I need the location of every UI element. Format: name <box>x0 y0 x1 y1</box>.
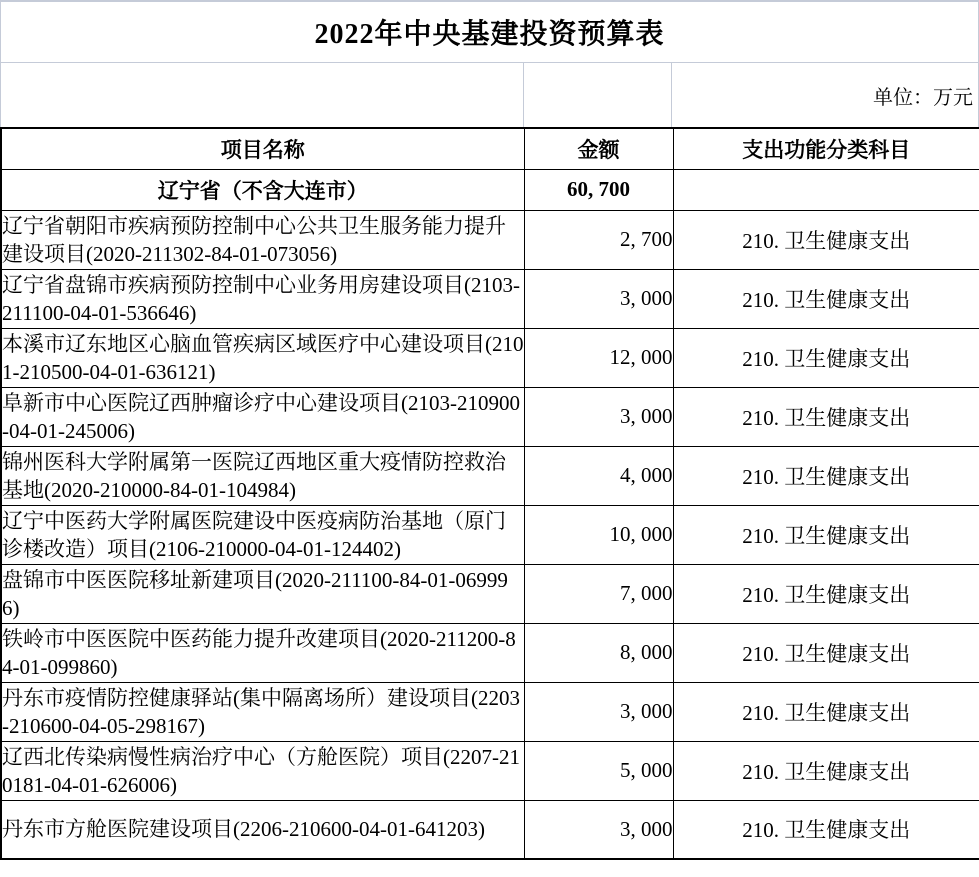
amount-cell: 2, 700 <box>524 210 673 269</box>
amount-cell: 3, 000 <box>524 387 673 446</box>
category-cell: 210. 卫生健康支出 <box>673 800 979 859</box>
amount-cell: 7, 000 <box>524 564 673 623</box>
project-name-cell: 阜新市中心医院辽西肿瘤诊疗中心建设项目(2103-210900-04-01-245006) <box>1 387 524 446</box>
amount-cell: 10, 000 <box>524 505 673 564</box>
amount-cell: 4, 000 <box>524 446 673 505</box>
table-row <box>1 682 979 741</box>
project-name-cell: 辽西北传染病慢性病治疗中心（方舱医院）项目(2207-210181-04-01-626006) <box>1 741 524 800</box>
summary-amount-cell: 60, 700 <box>524 169 673 210</box>
table-row <box>1 564 979 623</box>
col-header-amount: 金额 <box>524 128 673 169</box>
unit-row <box>1 63 978 127</box>
column-header-row <box>1 128 979 169</box>
amount-cell: 8, 000 <box>524 623 673 682</box>
project-name-cell: 丹东市方舱医院建设项目(2206-210600-04-01-641203) <box>1 800 524 859</box>
summary-category-cell <box>673 169 979 210</box>
unit-label: 单位：万元 <box>873 86 973 109</box>
amount-cell: 5, 000 <box>524 741 673 800</box>
project-name-cell: 盘锦市中医医院移址新建项目(2020-211100-84-01-069996) <box>1 564 524 623</box>
amount-cell: 3, 000 <box>524 682 673 741</box>
table-row <box>1 269 979 328</box>
project-name-cell: 铁岭市中医医院中医药能力提升改建项目(2020-211200-84-01-099860) <box>1 623 524 682</box>
project-name-cell: 锦州医科大学附属第一医院辽西地区重大疫情防控救治基地(2020-210000-84-01-104984) <box>1 446 524 505</box>
table-header-area <box>0 0 979 127</box>
table-row <box>1 741 979 800</box>
category-cell: 210. 卫生健康支出 <box>673 387 979 446</box>
category-cell: 210. 卫生健康支出 <box>673 741 979 800</box>
table-row <box>1 210 979 269</box>
summary-name-cell: 辽宁省（不含大连市） <box>1 169 524 210</box>
category-cell: 210. 卫生健康支出 <box>673 564 979 623</box>
table-row <box>1 623 979 682</box>
unit-row-empty-cell-2 <box>523 63 672 127</box>
unit-row-empty-cell-1 <box>1 63 523 127</box>
amount-cell: 3, 000 <box>524 800 673 859</box>
category-cell: 210. 卫生健康支出 <box>673 682 979 741</box>
category-cell: 210. 卫生健康支出 <box>673 623 979 682</box>
category-cell: 210. 卫生健康支出 <box>673 446 979 505</box>
amount-cell: 12, 000 <box>524 328 673 387</box>
project-name-cell: 本溪市辽东地区心脑血管疾病区域医疗中心建设项目(2101-210500-04-01-636121) <box>1 328 524 387</box>
table-row <box>1 505 979 564</box>
project-name-cell: 辽宁省朝阳市疾病预防控制中心公共卫生服务能力提升建设项目(2020-211302-84-01-073056) <box>1 210 524 269</box>
project-name-cell: 辽宁省盘锦市疾病预防控制中心业务用房建设项目(2103-211100-04-01-536646) <box>1 269 524 328</box>
project-name-cell: 辽宁中医药大学附属医院建设中医疫病防治基地（原门诊楼改造）项目(2106-210000-04-01-124402) <box>1 505 524 564</box>
category-cell: 210. 卫生健康支出 <box>673 328 979 387</box>
category-cell: 210. 卫生健康支出 <box>673 210 979 269</box>
col-header-project-name: 项目名称 <box>1 128 524 169</box>
col-header-expenditure-category: 支出功能分类科目 <box>673 128 979 169</box>
project-name-cell: 丹东市疫情防控健康驿站(集中隔离场所）建设项目(2203-210600-04-05-298167) <box>1 682 524 741</box>
summary-row <box>1 169 979 210</box>
table-row <box>1 446 979 505</box>
budget-table <box>0 127 979 860</box>
page-title: 2022年中央基建投资预算表 <box>1 2 978 63</box>
table-row <box>1 387 979 446</box>
table-row <box>1 800 979 859</box>
category-cell: 210. 卫生健康支出 <box>673 269 979 328</box>
amount-cell: 3, 000 <box>524 269 673 328</box>
unit-row-cell-3 <box>672 63 978 127</box>
table-row <box>1 328 979 387</box>
category-cell: 210. 卫生健康支出 <box>673 505 979 564</box>
